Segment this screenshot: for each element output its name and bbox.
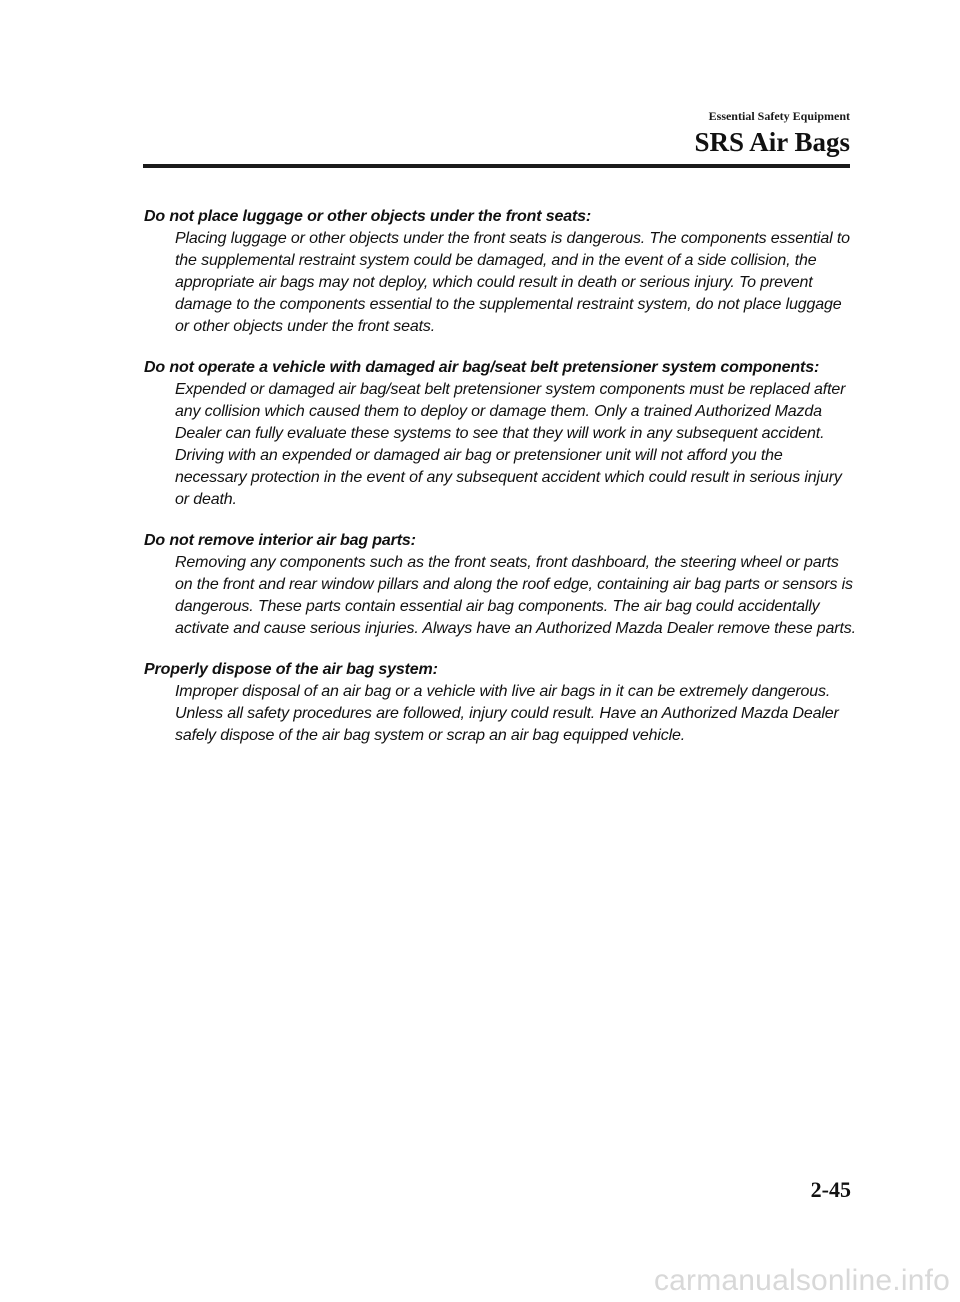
warning-item-damaged-components <box>144 357 856 511</box>
warning-item-interior-parts <box>144 530 856 640</box>
warning-body: Improper disposal of an air bag or a vehicle with live air bags in it can be extremely dangerous. Unless all safety procedures are followed, injury could result. Have an Authorized Mazda Dealer safely dispose of the air bag system or scrap an air bag equipped vehicle. <box>175 683 839 744</box>
section-name: Essential Safety Equipment <box>708 109 850 123</box>
warning-heading: Properly dispose of the air bag system: <box>144 661 438 678</box>
warning-body: Removing any components such as the front seats, front dashboard, the steering wheel or parts on the front and rear window pillars and along the roof edge, containing air bag parts or sensors is dangerous. These parts contain essential air bag components. The air bag could accidentally activate and cause serious injuries. Always have an Authorized Mazda Dealer remove these parts. <box>175 554 856 637</box>
warning-item-disposal <box>144 659 856 747</box>
page-title: SRS Air Bags <box>694 127 850 157</box>
warning-heading: Do not place luggage or other objects under the front seats: <box>144 208 592 225</box>
watermark: carmanualsonline.info <box>653 1264 950 1297</box>
warning-body: Placing luggage or other objects under the front seats is dangerous. The components essential to the supplemental restraint system could be damaged, and in the event of a side collision, the appropriate air bags may not deploy, which could result in death or serious injury. To prevent damage to the components essential to the supplemental restraint system, do not place luggage or other objects under the front seats. <box>175 230 850 335</box>
warning-heading: Do not operate a vehicle with damaged air bag/seat belt pretensioner system components: <box>144 359 820 376</box>
header-divider <box>143 164 850 168</box>
warning-heading: Do not remove interior air bag parts: <box>144 532 416 549</box>
page-header <box>694 108 850 158</box>
warning-body: Expended or damaged air bag/seat belt pretensioner system components must be replaced after any collision which caused them to deploy or damage them. Only a trained Authorized Mazda Dealer can fully evaluate these systems to see that they will work in any subsequent accident. Driving with an expended or damaged air bag or pretensioner unit will not afford you the necessary protection in the event of any subsequent accident which could result in serious injury or death. <box>175 381 846 508</box>
warning-list <box>144 206 856 766</box>
warning-item-luggage <box>144 206 856 338</box>
page-number: 2-45 <box>810 1177 851 1202</box>
